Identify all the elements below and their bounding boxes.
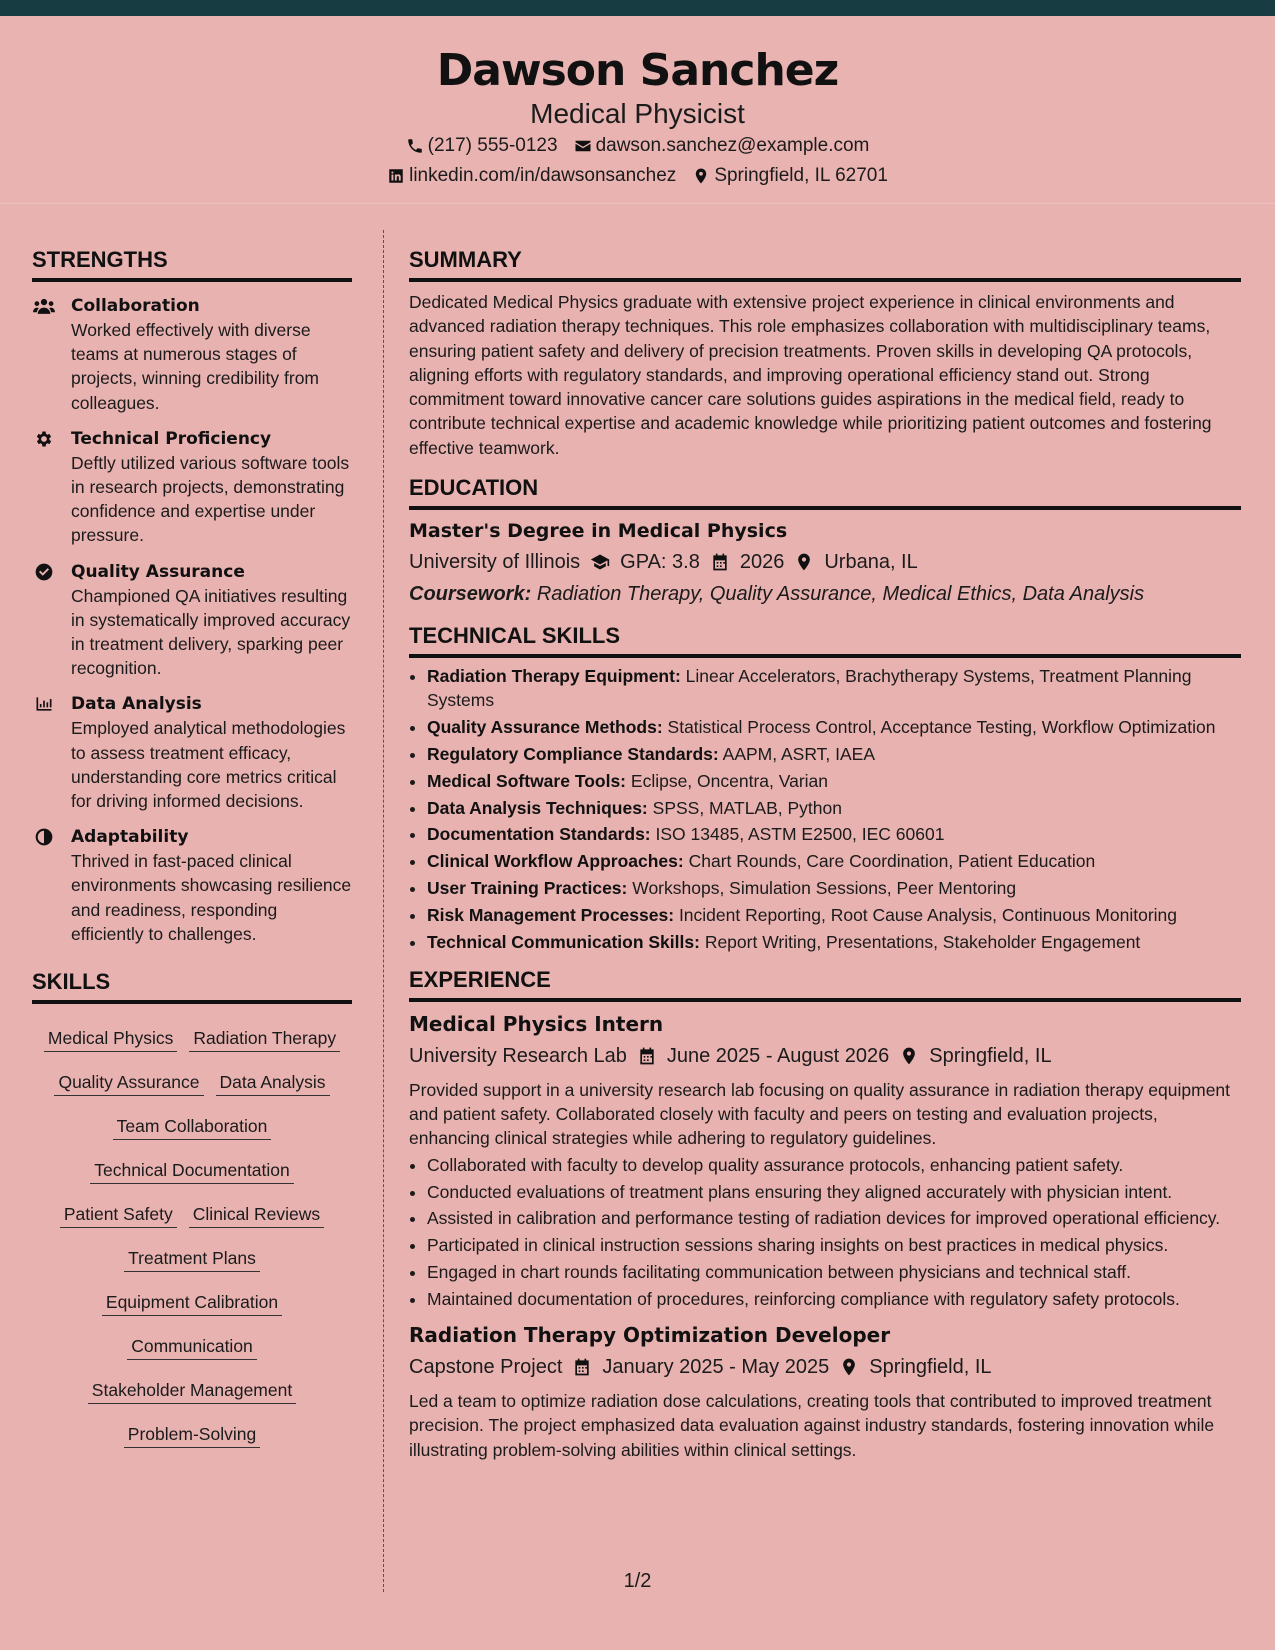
list-item: • Maintained documentation of procedures, reinforcing compliance with regulatory safety protocols.: [427, 1287, 1241, 1311]
list-item: • Assisted in calibration and performance testing of radiation devices for improved operational efficiency.: [427, 1206, 1241, 1230]
list-item: [427, 742, 1241, 766]
tech-skill-label: Data Analysis Techniques:: [427, 797, 648, 818]
strength-desc: Deftly utilized various software tools in research projects, demonstrating confidence and expertise under pressure.: [71, 452, 350, 546]
strength-desc: Championed QA initiatives resulting in systematically improved accuracy in treatment delivery, sparking peer recognition.: [71, 585, 351, 679]
gear-icon: [32, 428, 56, 450]
tech-skill-label: User Training Practices:: [427, 877, 628, 898]
list-item: [427, 769, 1241, 793]
job-org: Capstone Project: [409, 1356, 563, 1379]
strength-item: [32, 560, 352, 681]
map-pin-icon: [839, 1357, 859, 1377]
job-dates: June 2025 - August 2026: [666, 1044, 890, 1067]
contact-row-1: [0, 131, 1275, 161]
job-location: Springfield, IL: [929, 1044, 1052, 1067]
education-meta: [409, 548, 1241, 576]
list-item: • Conducted evaluations of treatment plans ensuring they aligned accurately with physician intent.: [427, 1180, 1241, 1204]
strength-title: Quality Assurance: [71, 561, 245, 582]
resume-header: [0, 16, 1275, 204]
tech-skill-label: Risk Management Processes:: [427, 904, 675, 925]
graduation-year: 2026: [739, 551, 785, 574]
contact-email[interactable]: [574, 131, 870, 161]
tech-skill-value: ISO 13485, ASTM E2500, IEC 60601: [655, 824, 945, 845]
skill-tag: Technical Documentation: [90, 1159, 294, 1184]
contact-phone: [406, 131, 558, 161]
candidate-name: Dawson Sanchez: [436, 45, 839, 96]
job-location: Springfield, IL: [869, 1356, 992, 1379]
candidate-role: Medical Physicist: [530, 98, 745, 129]
linkedin-text[interactable]: linkedin.com/in/dawsonsanchez: [409, 165, 677, 186]
tech-skill-label: Technical Communication Skills:: [427, 931, 700, 952]
tech-skill-label: Documentation Standards:: [427, 824, 651, 845]
calendar-icon: [710, 552, 730, 572]
users-icon: [32, 295, 56, 317]
map-pin-icon: [794, 552, 814, 572]
skill-tag: Clinical Reviews: [189, 1203, 324, 1228]
tech-skill-label: Quality Assurance Methods:: [427, 717, 663, 738]
list-item: [427, 876, 1241, 900]
degree-title: Master's Degree in Medical Physics: [409, 520, 788, 543]
coursework-label: Coursework:: [409, 583, 532, 606]
tech-skill-label: Radiation Therapy Equipment:: [427, 666, 681, 687]
strength-item: [32, 825, 352, 946]
right-column: [409, 246, 1241, 1462]
skill-tag: Treatment Plans: [124, 1247, 260, 1272]
phone-icon: [406, 137, 424, 155]
coursework-text: Radiation Therapy, Quality Assurance, Medical Ethics, Data Analysis: [536, 583, 1145, 606]
list-item: [427, 796, 1241, 820]
technical-skills-heading: TECHNICAL SKILLS: [409, 622, 1241, 658]
skill-tag: Data Analysis: [216, 1071, 330, 1096]
gpa-text: GPA: 3.8: [620, 551, 700, 574]
contact-linkedin[interactable]: [387, 161, 676, 191]
strength-item: [32, 692, 352, 813]
half-circle-icon: [32, 826, 56, 848]
list-item: [427, 715, 1241, 739]
tech-skill-value: Chart Rounds, Care Coordination, Patient Education: [688, 851, 1096, 872]
experience-heading: EXPERIENCE: [409, 966, 1241, 1002]
strength-desc: Thrived in fast-paced clinical environments showcasing resilience and readiness, responding efficiently to challenges.: [71, 851, 352, 944]
tech-skill-label: Clinical Workflow Approaches:: [427, 851, 684, 872]
school-name: University of Illinois: [409, 551, 581, 574]
tech-skill-label: Medical Software Tools:: [427, 770, 627, 791]
strength-title: Technical Proficiency: [71, 428, 272, 449]
list-item: [427, 822, 1241, 846]
job-dates: January 2025 - May 2025: [602, 1356, 830, 1379]
list-item: [427, 903, 1241, 927]
job-meta: [409, 1042, 1241, 1070]
skill-tag: Patient Safety: [60, 1203, 177, 1228]
skills-list: [32, 1018, 352, 1458]
job-title: Medical Physics Intern: [409, 1011, 664, 1036]
left-column: [32, 246, 352, 1458]
top-accent-bar: [0, 0, 1275, 16]
job-org: University Research Lab: [409, 1044, 627, 1067]
job-description: Led a team to optimize radiation dose calculations, creating tools that contributed to improved treatment precision. The project emphasized data evaluation against industry standards, fostering innovation while illustrating problem-solving abilities within clinical settings.: [409, 1391, 1215, 1460]
phone-text: (217) 555-0123: [427, 135, 558, 156]
skill-tag: Quality Assurance: [54, 1071, 203, 1096]
job-description: Provided support in a university research lab focusing on quality assurance in radiation therapy equipment and patient safety. Collaborated closely with faculty and peers on testing and evaluation projects, enhancing clinical strategies while adhering to regulatory guidelines.: [409, 1079, 1231, 1149]
page-indicator: 1/2: [623, 1570, 652, 1592]
tech-skill-value: SPSS, MATLAB, Python: [652, 797, 842, 818]
column-divider: [383, 230, 384, 1592]
skill-tag: Communication: [127, 1335, 257, 1360]
tech-skill-value: Linear Accelerators, Brachytherapy Systems, Treatment Planning Systems: [427, 666, 1192, 711]
list-item: • Engaged in chart rounds facilitating communication between physicians and technical staff.: [427, 1260, 1241, 1284]
summary-text: Dedicated Medical Physics graduate with extensive project experience in clinical environments and advanced radiation therapy techniques. This role emphasizes collaboration with multidisciplinary teams, ensuring patient safety and delivery of precision treatments. Proven skills in developing QA protocols, aligning efforts with regulatory standards, and improving operational efficiency stand out. Strong commitment toward innovative cancer care solutions guides aspirations in the medical field, ready to contribute technical expertise and academic knowledge while prioritizing patient outcomes and fostering effective teamwork.: [409, 292, 1212, 458]
skill-tag: Equipment Calibration: [102, 1291, 282, 1316]
strength-desc: Employed analytical methodologies to assess treatment efficacy, understanding core metrics critical for driving informed decisions.: [71, 718, 346, 812]
strength-title: Adaptability: [71, 827, 189, 848]
technical-skills-list: [409, 664, 1241, 954]
contact-row-2: [0, 161, 1275, 191]
linkedin-icon: [387, 167, 405, 185]
strengths-heading: STRENGTHS: [32, 246, 352, 282]
tech-skill-value: Report Writing, Presentations, Stakeholder Engagement: [704, 931, 1141, 952]
tech-skill-value: Statistical Process Control, Acceptance Testing, Workflow Optimization: [667, 717, 1216, 738]
skill-tag: Problem-Solving: [124, 1423, 260, 1448]
job-title: Radiation Therapy Optimization Developer: [409, 1323, 891, 1348]
coursework-line: [409, 580, 1241, 608]
list-item: • Participated in clinical instruction sessions sharing insights on best practices in medical physics.: [427, 1233, 1241, 1257]
skill-tag: Medical Physics: [44, 1027, 177, 1052]
tech-skill-value: Incident Reporting, Root Cause Analysis, Continuous Monitoring: [678, 904, 1177, 925]
calendar-icon: [637, 1046, 657, 1066]
strength-item: [32, 294, 352, 415]
education-heading: EDUCATION: [409, 474, 1241, 510]
education-location: Urbana, IL: [824, 551, 918, 574]
envelope-icon: [574, 137, 592, 155]
strength-desc: Worked effectively with diverse teams at numerous stages of projects, winning credibility from colleagues.: [71, 320, 320, 413]
tech-skill-value: AAPM, ASRT, IAEA: [722, 743, 876, 764]
skill-tag: Radiation Therapy: [189, 1027, 340, 1052]
email-text[interactable]: dawson.sanchez@example.com: [595, 135, 870, 156]
strength-title: Collaboration: [71, 296, 200, 316]
tech-skill-value: Workshops, Simulation Sessions, Peer Mentoring: [632, 877, 1017, 898]
job-bullets: [409, 1153, 1241, 1311]
strength-title: Data Analysis: [71, 694, 202, 715]
list-item: [427, 849, 1241, 873]
list-item: • Collaborated with faculty to develop quality assurance protocols, enhancing patient safety.: [427, 1153, 1241, 1177]
calendar-icon: [572, 1357, 592, 1377]
skill-tag: Stakeholder Management: [88, 1379, 296, 1404]
summary-heading: SUMMARY: [409, 246, 1241, 282]
bar-chart-icon: [32, 693, 56, 715]
location-text: Springfield, IL 62701: [714, 165, 888, 186]
contact-location: [692, 161, 888, 191]
job-meta: [409, 1353, 1241, 1381]
map-pin-icon: [899, 1046, 919, 1066]
check-circle-icon: [32, 561, 56, 583]
map-pin-icon: [692, 167, 710, 185]
tech-skill-label: Regulatory Compliance Standards:: [427, 743, 719, 764]
list-item: [427, 664, 1241, 713]
list-item: [427, 930, 1241, 954]
skill-tag: Team Collaboration: [113, 1115, 272, 1140]
skills-heading: SKILLS: [32, 968, 352, 1004]
graduation-cap-icon: [590, 552, 610, 572]
strength-item: [32, 427, 352, 548]
tech-skill-value: Eclipse, Oncentra, Varian: [630, 770, 829, 791]
